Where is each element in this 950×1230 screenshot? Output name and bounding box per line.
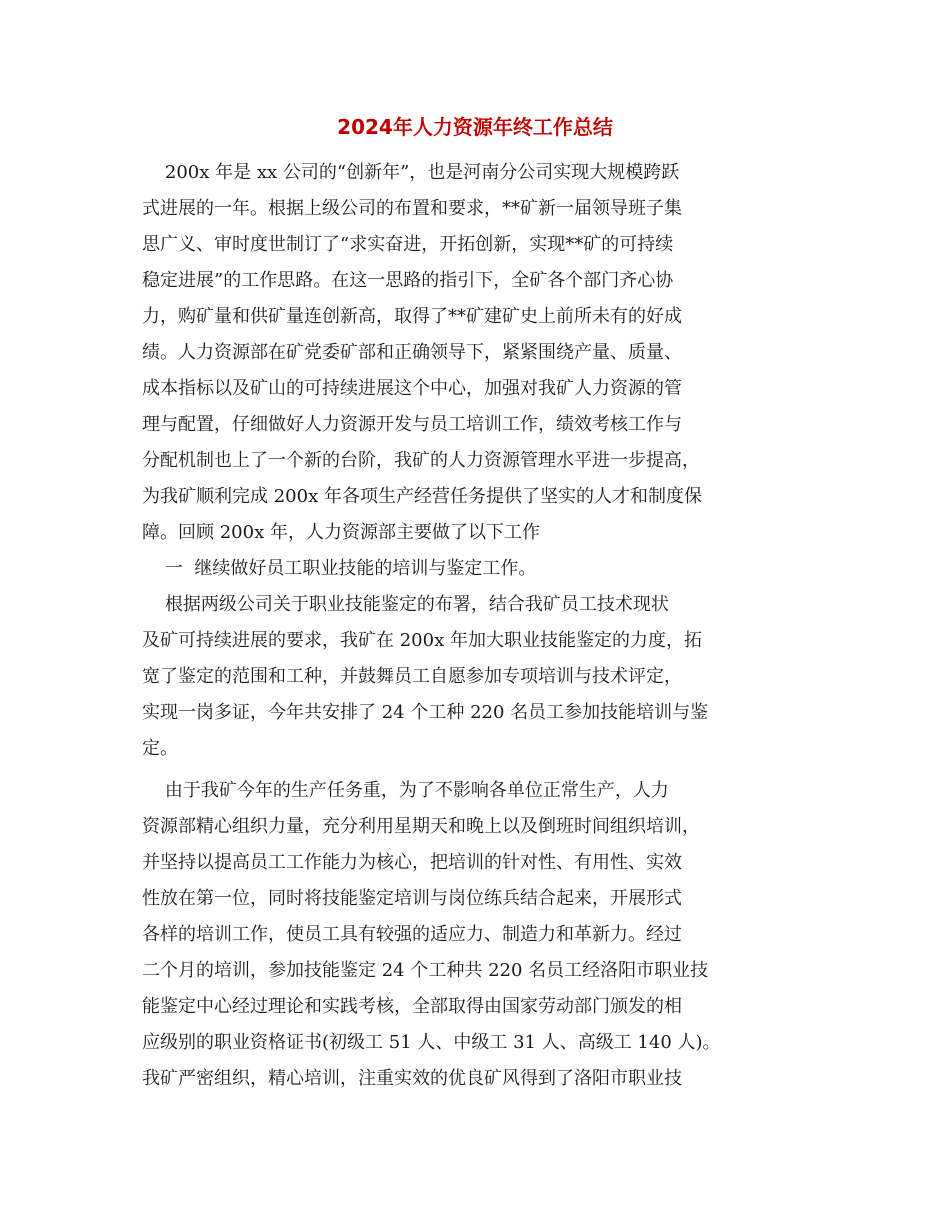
document-body [142,155,812,1097]
paragraph-line: 分配机制也上了一个新的台阶，我矿的人力资源管理水平进一步提高， [142,450,700,471]
paragraph-line: 成本指标以及矿山的可持续进展这个中心，加强对我矿人力资源的管 [142,378,682,399]
paragraph-line: 理与配置，仔细做好人力资源开发与员工培训工作，绩效考核工作与 [142,414,682,435]
paragraph-line: 由于我矿今年的生产任务重，为了不影响各单位正常生产，人力 [142,780,669,801]
paragraph-line: 宽了鉴定的范围和工种，并鼓舞员工自愿参加专项培训与技术评定， [142,666,682,687]
paragraph-line: 定。 [142,738,178,759]
paragraph-line: 力，购矿量和供矿量连创新高，取得了**矿建矿史上前所未有的好成 [142,306,682,327]
paragraph-line: 性放在第一位，同时将技能鉴定培训与岗位练兵结合起来，开展形式 [142,888,682,909]
document-title: 2024年人力资源年终工作总结 [337,115,613,139]
paragraph-line: 障。回顾 200x 年，人力资源部主要做了以下工作 [142,522,540,543]
paragraph-line: 绩。人力资源部在矿党委矿部和正确领导下，紧紧围绕产量、质量、 [142,342,682,363]
paragraph-line: 根据两级公司关于职业技能鉴定的布署，结合我矿员工技术现状 [142,594,669,615]
paragraph-line: 思广义、审时度世制订了“求实奋进，开拓创新，实现**矿的可持续 [142,234,674,255]
paragraph-line: 并坚持以提高员工工作能力为核心，把培训的针对性、有用性、实效 [142,852,682,873]
paragraph-line: 实现一岗多证，今年共安排了 24 个工种 220 名员工参加技能培训与鉴 [142,702,709,723]
paragraph-line: 稳定进展”的工作思路。在这一思路的指引下，全矿各个部门齐心协 [142,270,674,291]
paragraph-line: 式进展的一年。根据上级公司的布置和要求，**矿新一届领导班子集 [142,198,682,219]
paragraph-line: 资源部精心组织力量，充分利用星期天和晚上以及倒班时间组织培训， [142,816,700,837]
section-heading: 一 继续做好员工职业技能的培训与鉴定工作。 [142,558,537,579]
paragraph-line: 各样的培训工作，使员工具有较强的适应力、制造力和革新力。经过 [142,924,682,945]
paragraph-line: 及矿可持续进展的要求，我矿在 200x 年加大职业技能鉴定的力度，拓 [142,630,702,651]
paragraph-line: 能鉴定中心经过理论和实践考核，全部取得由国家劳动部门颁发的相 [142,996,682,1017]
paragraph-line: 应级别的职业资格证书(初级工 51 人、中级工 31 人、高级工 140 人)。 [142,1032,721,1053]
paragraph-line: 为我矿顺利完成 200x 年各项生产经营任务提供了坚实的人才和制度保 [142,486,702,507]
paragraph-line: 200x 年是 xx 公司的“创新年”，也是河南分公司实现大规模跨跃 [142,162,680,183]
paragraph-line: 我矿严密组织，精心培训，注重实效的优良矿风得到了洛阳市职业技 [142,1068,682,1089]
paragraph-line: 二个月的培训，参加技能鉴定 24 个工种共 220 名员工经洛阳市职业技 [142,960,709,981]
